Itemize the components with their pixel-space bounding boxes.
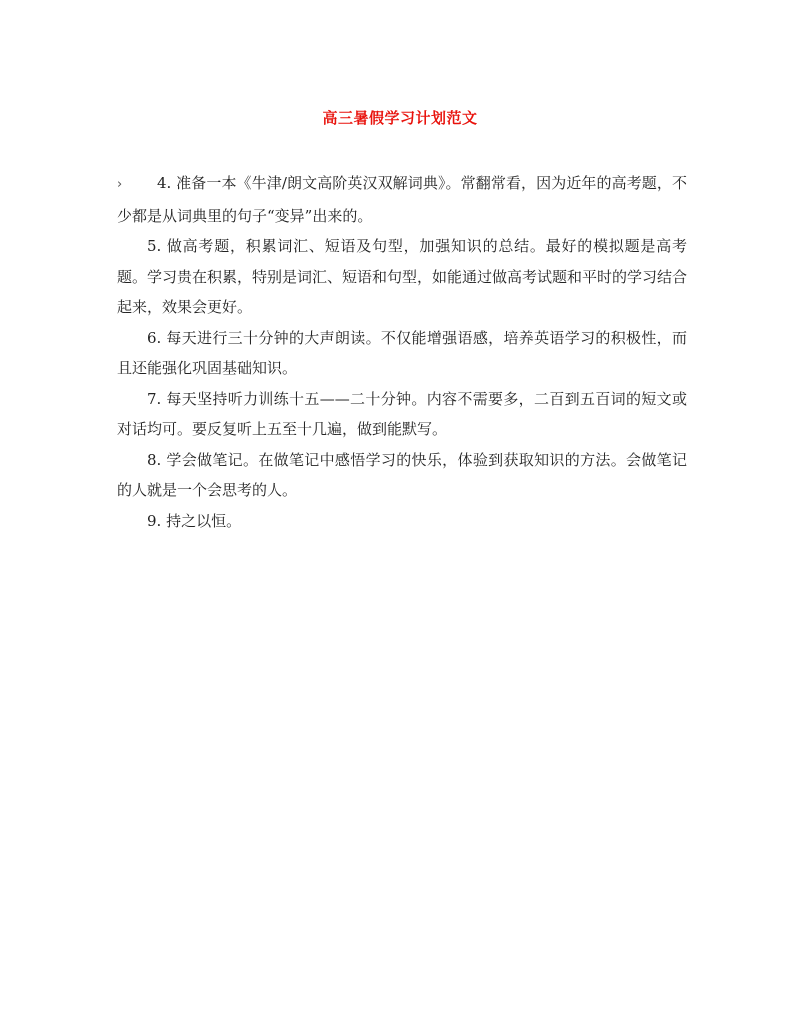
document-body <box>117 168 687 536</box>
paragraph-item-7: 7. 每天坚持听力训练十五——二十分钟。内容不需要多，二百到五百词的短文或对话均可。要反复听上五至十几遍，做到能默写。 <box>117 389 687 438</box>
paragraph-item-8: 8. 学会做笔记。在做笔记中感悟学习的快乐，体验到获取知识的方法。会做笔记的人就是一个会思考的人。 <box>117 450 687 499</box>
chevron-right-icon: › <box>117 177 123 192</box>
paragraph-item-4 <box>117 168 687 231</box>
paragraph-item-6: 6. 每天进行三十分钟的大声朗读。不仅能增强语感，培养英语学习的积极性，而且还能强化巩固基础知识。 <box>117 328 687 377</box>
paragraph-text: 4. 准备一本《牛津/朗文高阶英汉双解词典》。常翻常看，因为近年的高考题，不少都是从词典里的句子“变异”出来的。 <box>117 174 687 225</box>
paragraph-item-9: 9. 持之以恒。 <box>147 511 242 530</box>
page-title: 高三暑假学习计划范文 <box>322 109 478 127</box>
paragraph-item-5: 5. 做高考题，积累词汇、短语及句型，加强知识的总结。最好的模拟题是高考题。学习贵在积累，特别是词汇、短语和句型，如能通过做高考试题和平时的学习结合起来，效果会更好。 <box>117 237 688 316</box>
